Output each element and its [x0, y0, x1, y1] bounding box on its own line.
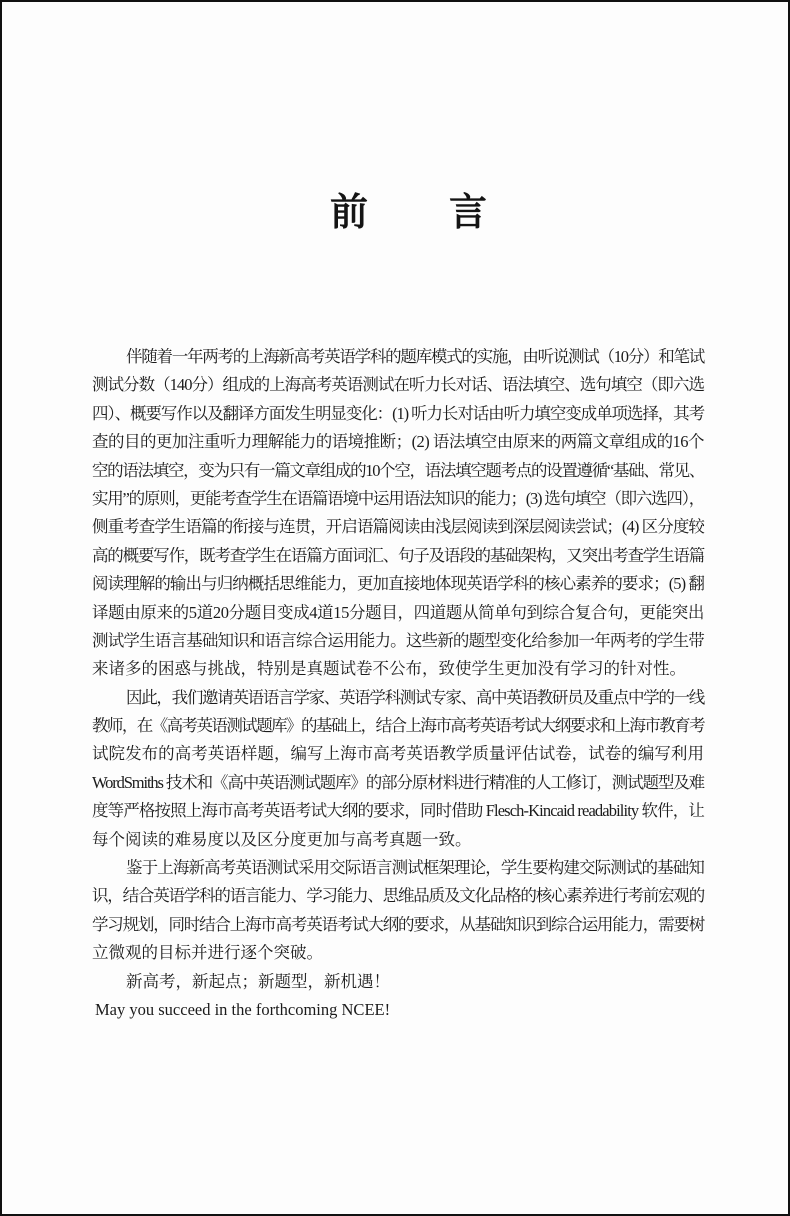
text-line: [92, 371, 704, 399]
text-line: [92, 911, 704, 939]
paragraph: [92, 343, 704, 684]
text-line-content: 查的目的更加注重听力理解能力的语境推断；(2) 语法填空由原来的两篇文章组成的16个: [92, 432, 704, 452]
text-line: [92, 769, 704, 797]
text-line: [92, 570, 704, 598]
text-line-content: 立微观的目标并进行逐个突破。: [92, 943, 323, 963]
text-line: [92, 854, 704, 882]
text-line-content: 四）、概要写作以及翻译方面发生明显变化：(1) 听力长对话由听力填空变成单项选择，其考: [92, 403, 704, 423]
text-line: [92, 457, 704, 485]
text-line-content: 空的语法填空，变为只有一篇文章组成的10个空，语法填空题考点的设置遵循“基础、常见、: [92, 460, 704, 480]
text-line-content: 学习规划，同时结合上海市高考英语考试大纲的要求，从基础知识到综合运用能力，需要树: [92, 914, 705, 934]
paragraph: [92, 684, 704, 854]
text-line-content: 识，结合英语学科的语言能力、学习能力、思维品质及文化品格的核心素养进行考前宏观的: [92, 886, 705, 906]
text-line: [92, 485, 704, 513]
text-line: [92, 343, 704, 371]
text-line: [92, 740, 704, 768]
text-line: [92, 882, 704, 910]
paragraph: [92, 854, 704, 968]
preface-body: [92, 343, 704, 1024]
text-line-content: 来诸多的困惑与挑战，特别是真题试卷不公布，致使学生更加没有学习的针对性。: [92, 659, 686, 679]
text-line-content: WordSmiths 技术和《高中英语测试题库》的部分原材料进行精准的人工修订，测试题型及难: [92, 772, 704, 792]
text-line: [92, 627, 704, 655]
text-line: [92, 996, 704, 1024]
text-line: [92, 684, 704, 712]
text-line-content: 测试分数（140分）组成的上海高考英语测试在听力长对话、语法填空、选句填空（即六选: [92, 375, 705, 395]
text-line-content: 高的概要写作，既考查学生在语篇方面词汇、句子及语段的基础架构，又突出考查学生语篇: [92, 545, 705, 565]
text-line-content: 每个阅读的难易度以及区分度更加与高考真题一致。: [92, 829, 472, 849]
text-line: [92, 797, 704, 825]
text-line: [92, 712, 704, 740]
text-line-content: 测试学生语言基础知识和语言综合运用能力。这些新的题型变化给参加一年两考的学生带: [92, 630, 705, 650]
text-line-content: 伴随着一年两考的上海新高考英语学科的题库模式的实施，由听说测试（10分）和笔试: [126, 347, 705, 366]
text-line-content: 新高考，新起点；新题型，新机遇！: [126, 971, 390, 991]
text-line: [92, 968, 704, 996]
paragraph: [92, 996, 704, 1024]
text-line-content: 鉴于上海新高考英语测试采用交际语言测试框架理论，学生要构建交际测试的基础知: [126, 858, 705, 878]
text-line-content: 实用”的原则，更能考查学生在语篇语境中运用语法知识的能力；(3) 选句填空（即六选四），: [92, 488, 704, 508]
text-line: [92, 400, 704, 428]
text-line: [92, 513, 704, 541]
text-line-content: 度等严格按照上海市高考英语考试大纲的要求，同时借助 Flesch-Kincaid readability 软件，让: [92, 801, 704, 821]
text-line-content: 教师，在《高考英语测试题库》的基础上，结合上海市高考英语考试大纲要求和上海市教育考: [92, 716, 705, 736]
text-line-content: 侧重考查学生语篇的衔接与连贯，开启语篇阅读由浅层阅读到深层阅读尝试；(4) 区分度较: [92, 517, 704, 537]
text-line: [92, 542, 704, 570]
text-line-content: 因此，我们邀请英语语言学家、英语学科测试专家、高中英语教研员及重点中学的一线: [126, 687, 705, 707]
text-line: [92, 428, 704, 456]
text-line-content: 译题由原来的5道20分题目变成4道15分题目，四道题从简单句到综合复合句，更能突出: [92, 602, 705, 622]
page-title: 前言: [330, 189, 569, 234]
paragraph: [92, 968, 704, 996]
text-line-content: May you succeed in the forthcoming NCEE!: [95, 999, 391, 1019]
text-line: [92, 939, 704, 967]
text-line: [92, 599, 704, 627]
text-line: [92, 655, 704, 683]
text-line-content: 阅读理解的输出与归纳概括思维能力，更加直接地体现英语学科的核心素养的要求；(5) 翻: [92, 574, 704, 594]
text-line: [92, 826, 704, 854]
text-line-content: 试院发布的高考英语样题，编写上海市高考英语教学质量评估试卷，试卷的编写利用: [92, 744, 704, 764]
